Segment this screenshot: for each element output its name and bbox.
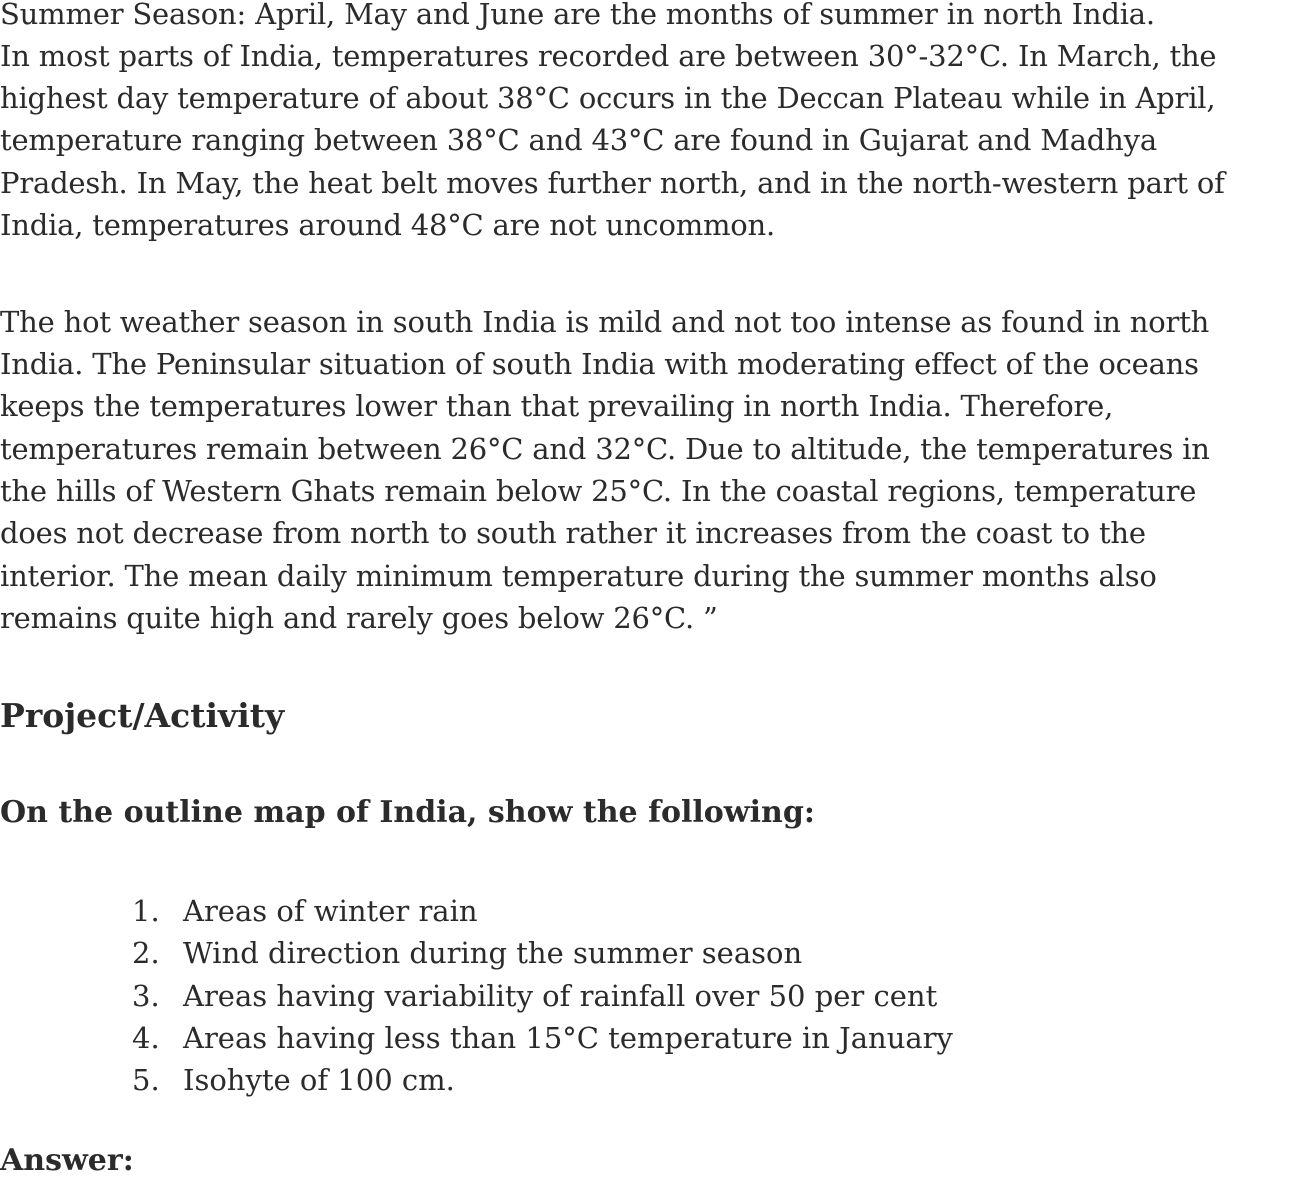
instruction-heading: On the outline map of India, show the following: xyxy=(0,795,815,830)
paragraph-line: the hills of Western Ghats remain below 25°C. In the coastal regions, temperature xyxy=(0,474,1197,508)
paragraph-line: does not decrease from north to south rather it increases from the coast to the xyxy=(0,516,1146,550)
project-activity-heading: Project/Activity xyxy=(0,696,285,735)
paragraph-line: highest day temperature of about 38°C occurs in the Deccan Plateau while in April, xyxy=(0,81,1216,115)
list-item-number: 5. xyxy=(132,1063,160,1097)
list-item-number: 1. xyxy=(132,894,160,928)
paragraph-line: India. The Peninsular situation of south India with moderating effect of the oceans xyxy=(0,347,1199,381)
paragraph-line: remains quite high and rarely goes below 26°C. ” xyxy=(0,601,718,635)
list-item-number: 3. xyxy=(132,979,160,1013)
paragraph-line: temperatures remain between 26°C and 32°C. Due to altitude, the temperatures in xyxy=(0,432,1210,466)
paragraph-line: keeps the temperatures lower than that prevailing in north India. Therefore, xyxy=(0,389,1114,423)
list-item-number: 2. xyxy=(132,936,160,970)
answer-heading: Answer: xyxy=(0,1143,134,1178)
paragraph-line: India, temperatures around 48°C are not uncommon. xyxy=(0,208,776,242)
list-item-number: 4. xyxy=(132,1021,160,1055)
list-item-text: Wind direction during the summer season xyxy=(183,936,803,970)
list-item-text: Areas of winter rain xyxy=(183,894,478,928)
list-item-text: Isohyte of 100 cm. xyxy=(183,1063,455,1097)
list-item-text: Areas having less than 15°C temperature in January xyxy=(183,1021,953,1055)
paragraph-line: Summer Season: April, May and June are the months of summer in north India. xyxy=(0,0,1155,31)
paragraph-line: temperature ranging between 38°C and 43°C are found in Gujarat and Madhya xyxy=(0,123,1157,157)
paragraph-line: Pradesh. In May, the heat belt moves further north, and in the north-western part of xyxy=(0,166,1225,200)
paragraph-line: In most parts of India, temperatures recorded are between 30°-32°C. In March, the xyxy=(0,39,1217,73)
paragraph-line: The hot weather season in south India is mild and not too intense as found in north xyxy=(0,305,1210,339)
list-item-text: Areas having variability of rainfall over 50 per cent xyxy=(183,979,938,1013)
paragraph-line: interior. The mean daily minimum temperature during the summer months also xyxy=(0,559,1157,593)
